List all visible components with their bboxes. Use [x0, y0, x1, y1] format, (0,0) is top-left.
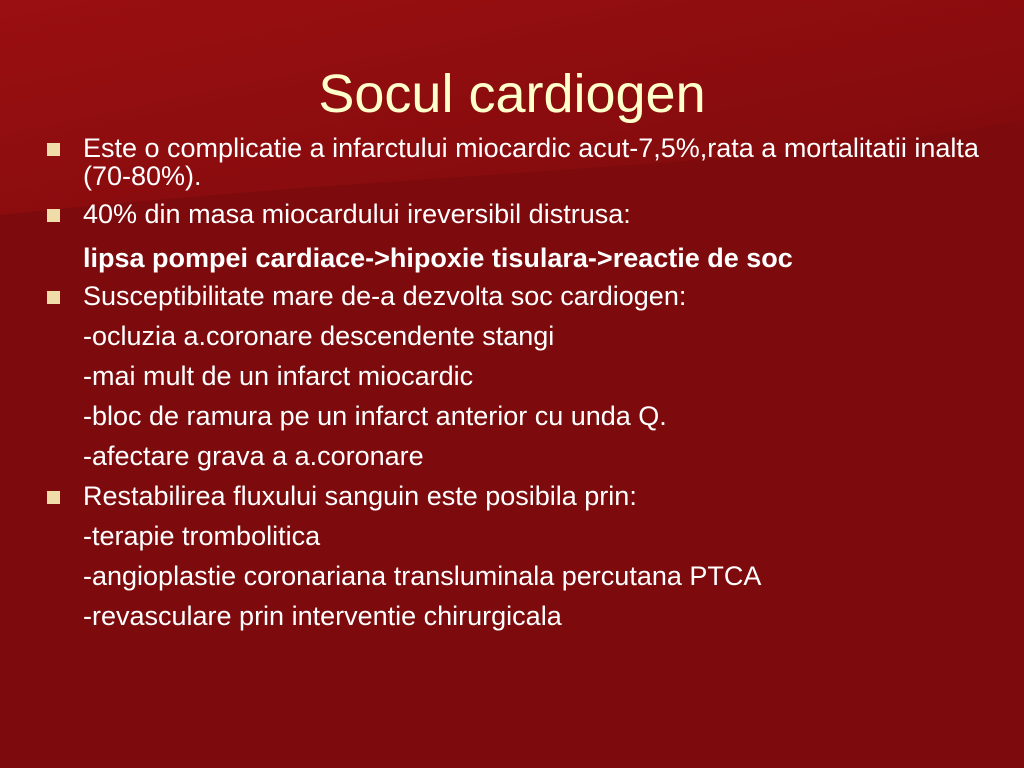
square-bullet-icon	[47, 209, 60, 222]
slide-title: Socul cardiogen	[318, 64, 706, 124]
sub-item	[44, 602, 994, 630]
square-bullet-icon	[47, 291, 60, 304]
sub-item	[44, 522, 994, 550]
sub-item	[44, 322, 994, 350]
sub-item	[44, 402, 994, 430]
bold-text: lipsa pompei cardiace->hipoxie tisulara->reactie de soc	[83, 243, 793, 273]
sub-item	[44, 442, 994, 470]
bullet-text: 40% din masa miocardului ireversibil distrusa:	[83, 199, 631, 229]
bullet-item	[44, 200, 994, 228]
sub-item-text: -ocluzia a.coronare descendente stangi	[83, 321, 555, 351]
bullet-text: Restabilirea fluxului sanguin este posibila prin:	[83, 481, 637, 511]
sub-item	[44, 562, 994, 590]
square-bullet-icon	[47, 143, 60, 156]
slide-body	[44, 134, 994, 630]
sub-item-text: -terapie trombolitica	[83, 521, 321, 551]
bullet-item	[44, 134, 994, 190]
bullet-text: Susceptibilitate mare de-a dezvolta soc cardiogen:	[83, 281, 687, 311]
sub-item-text: -mai mult de un infarct miocardic	[83, 361, 474, 391]
sub-item-text: -angioplastie coronariana transluminala percutana PTCA	[83, 561, 762, 591]
sub-item-text: -revasculare prin interventie chirurgicala	[83, 601, 562, 631]
sub-item-text: -bloc de ramura pe un infarct anterior cu unda Q.	[83, 401, 667, 431]
bullet-text: Este o complicatie a infarctului miocardic acut-7,5%,rata a mortalitatii inalta (70-80%).	[83, 133, 979, 191]
sub-item	[44, 362, 994, 390]
bullet-item	[44, 482, 994, 510]
bullet-item	[44, 282, 994, 310]
square-bullet-icon	[47, 491, 60, 504]
sub-item-text: -afectare grava a a.coronare	[83, 441, 424, 471]
bold-subtext	[44, 244, 994, 272]
